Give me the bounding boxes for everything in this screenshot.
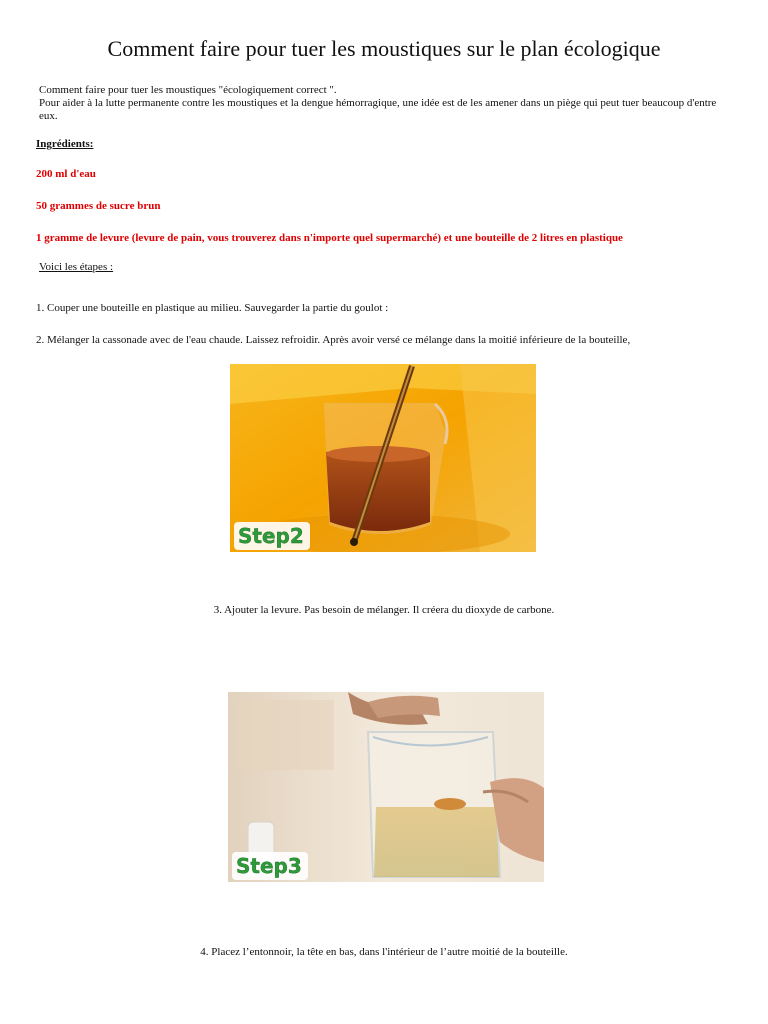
intro-paragraph — [36, 84, 736, 123]
step-1-text: 1. Couper une bouteille en plastique au milieu. Sauvegarder la partie du goulot : — [36, 302, 389, 314]
step-4-text: 4. Placez l’entonnoir, la tête en bas, dans l'intérieur de l’autre moitié de la bouteille. — [200, 946, 568, 958]
intro-line-2: Pour aider à la lutte permanente contre les moustiques et la dengue hémorragique, une idée est de les amener dans un piège qui peut tuer beaucoup d'entre eux. — [39, 97, 717, 122]
intro-line-1: Comment faire pour tuer les moustiques "écologiquement correct ". — [39, 84, 337, 96]
page-title: Comment faire pour tuer les moustiques sur le plan écologique — [107, 36, 661, 61]
ingredient-item-sugar: 50 grammes de sucre brun — [36, 200, 161, 212]
ingredient-item-yeast: 1 gramme de levure (levure de pain, vous trouverez dans n'importe quel supermarché) et une bouteille de 2 litres en plastique — [36, 232, 623, 244]
step-3-text: 3. Ajouter la levure. Pas besoin de mélanger. Il créera du dioxyde de carbone. — [213, 604, 555, 616]
steps-heading: Voici les étapes : — [39, 261, 114, 273]
ingredient-item-water: 200 ml d'eau — [36, 168, 96, 180]
step2-label: Step2 — [234, 522, 310, 550]
step3-label: Step3 — [232, 852, 308, 880]
ingredients-heading: Ingrédients: — [36, 138, 94, 150]
step2-photo — [230, 364, 536, 552]
step3-photo — [228, 692, 544, 882]
step-2-text: 2. Mélanger la cassonade avec de l'eau chaude. Laissez refroidir. Après avoir versé ce mélange dans la moitié inférieure de la bouteille, — [36, 334, 631, 346]
